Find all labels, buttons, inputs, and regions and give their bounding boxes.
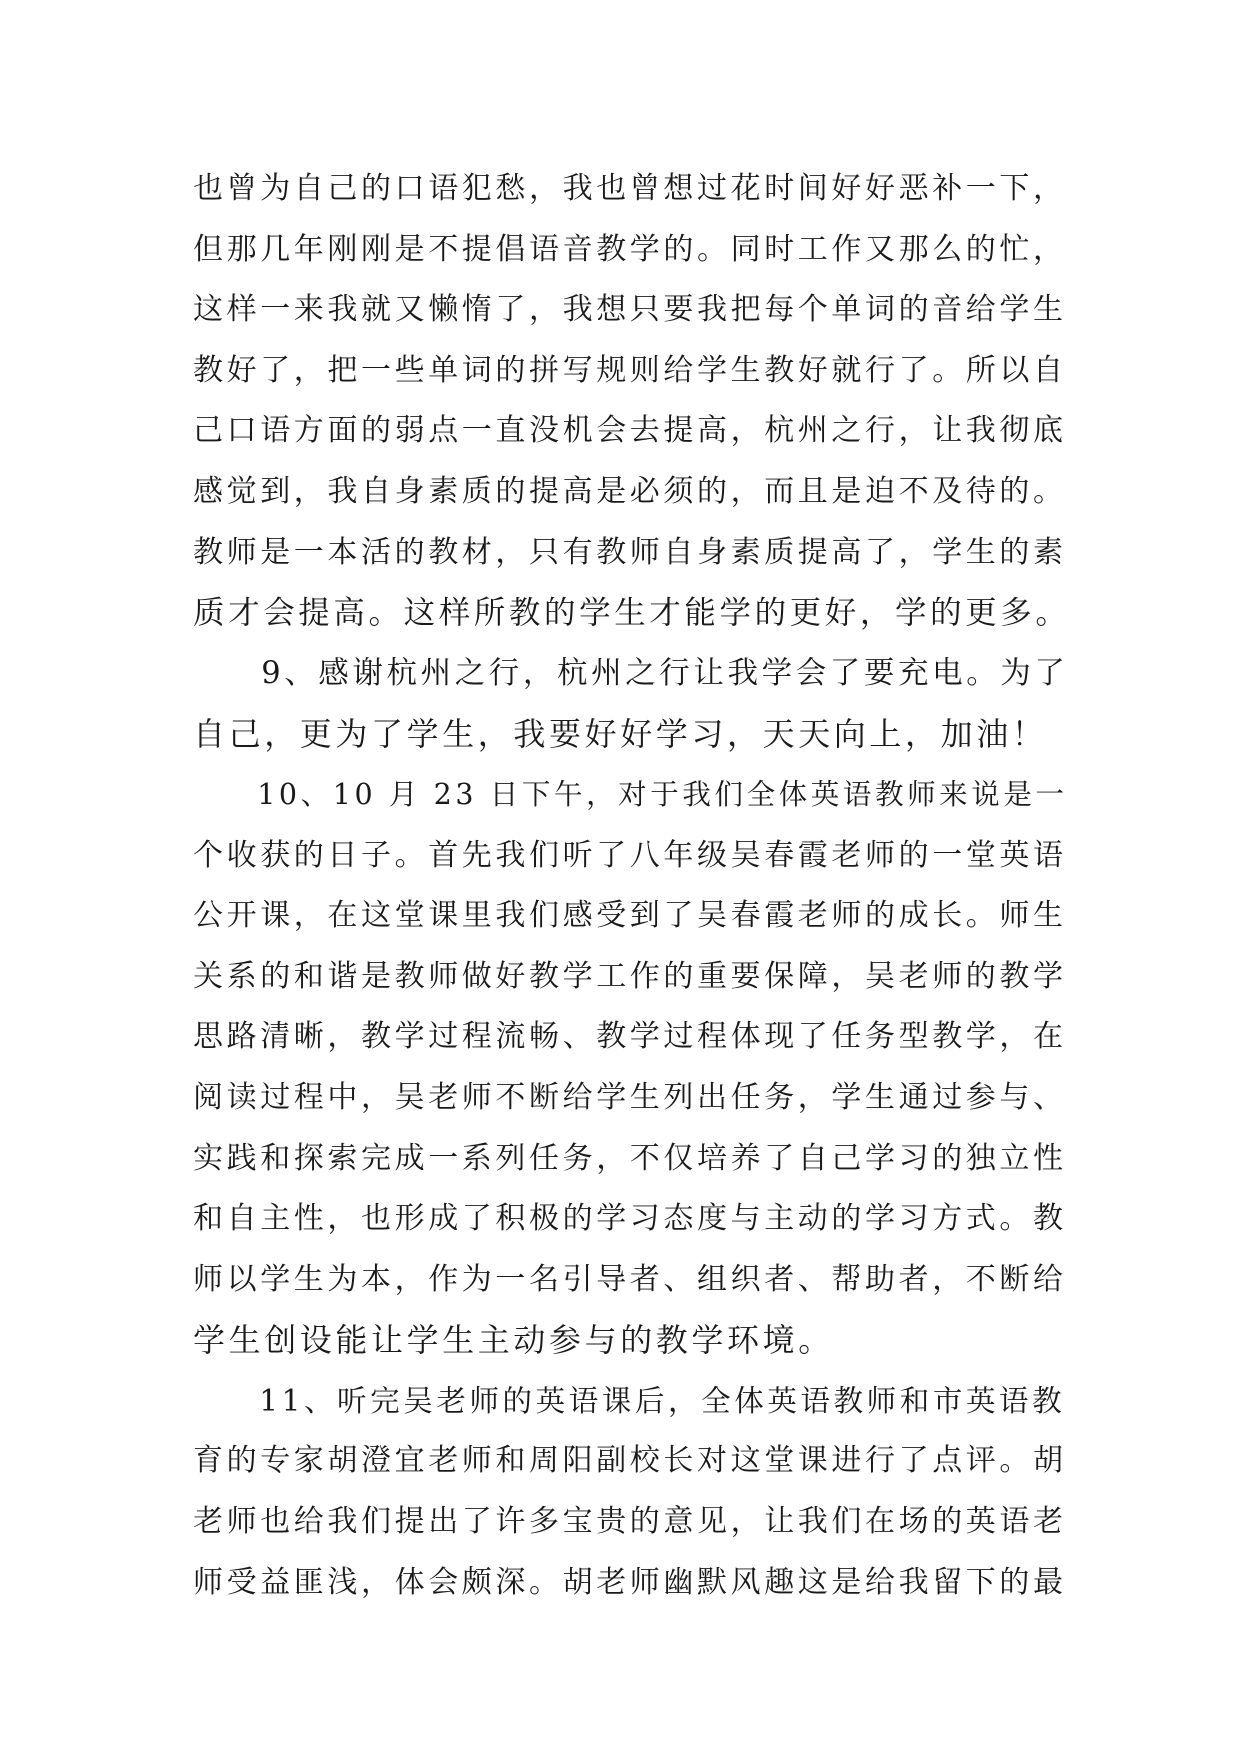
text-line: 实践和探索完成一系列任务，不仅培养了自己学习的独立性 — [193, 1140, 1067, 1176]
text-line: 育的专家胡澄宜老师和周阳副校长对这堂课进行了点评。胡 — [193, 1443, 1067, 1479]
text-line: 11、听完吴老师的英语课后，全体英语教师和市英语教 — [193, 1383, 1066, 1418]
text-line: 师受益匪浅，体会颇深。胡老师幽默风趣这是给我留下的最 — [193, 1564, 1067, 1600]
document-body-text — [193, 159, 1073, 1613]
text-line: 但那几年刚刚是不提倡语音教学的。同时工作又那么的忙， — [193, 231, 1067, 267]
text-line: 感觉到，我自身素质的提高是必须的，而且是迫不及待的。 — [193, 473, 1067, 509]
text-line: 10、10 月 23 日下午，对于我们全体英语教师来说是一 — [193, 777, 1068, 811]
text-line: 这样一来我就又懒惰了，我想只要我把每个单词的音给学生 — [193, 292, 1067, 328]
text-line: 也曾为自己的口语犯愁，我也曾想过花时间好好恶补一下， — [193, 171, 1067, 206]
text-line: 公开课，在这堂课里我们感受到了吴春霞老师的成长。师生 — [193, 898, 1067, 934]
text-line: 阅读过程中，吴老师不断给学生列出任务，学生通过参与、 — [193, 1079, 1067, 1115]
text-line: 个收获的日子。首先我们听了八年级吴春霞老师的一堂英语 — [193, 837, 1067, 873]
text-line: 教好了，把一些单词的拼写规则给学生教好就行了。所以自 — [193, 352, 1067, 388]
text-line: 思路清晰，教学过程流畅、教学过程体现了任务型教学，在 — [193, 1019, 1067, 1055]
text-line: 9、感谢杭州之行，杭州之行让我学会了要充电。为了 — [193, 655, 1069, 691]
text-line: 己口语方面的弱点一直没机会去提高，杭州之行，让我彻底 — [193, 413, 1067, 449]
text-line: 学生创设能让学生主动参与的教学环境。 — [193, 1321, 834, 1360]
text-line: 和自主性，也形成了积极的学习态度与主动的学习方式。教 — [193, 1201, 1067, 1237]
text-line: 关系的和谐是教师做好教学工作的重要保障，吴老师的教学 — [193, 958, 1067, 994]
text-line: 老师也给我们提出了许多宝贵的意见，让我们在场的英语老 — [193, 1504, 1067, 1540]
text-line: 质才会提高。这样所教的学生才能学的更好，学的更多。 — [193, 595, 1071, 632]
text-line: 师以学生为本，作为一名引导者、组织者、帮助者，不断给 — [193, 1261, 1067, 1297]
text-line: 教师是一本活的教材，只有教师自身素质提高了，学生的素 — [193, 534, 1067, 570]
text-line: 自己，更为了学生，我要好好学习，天天向上，加油！ — [193, 715, 1048, 754]
